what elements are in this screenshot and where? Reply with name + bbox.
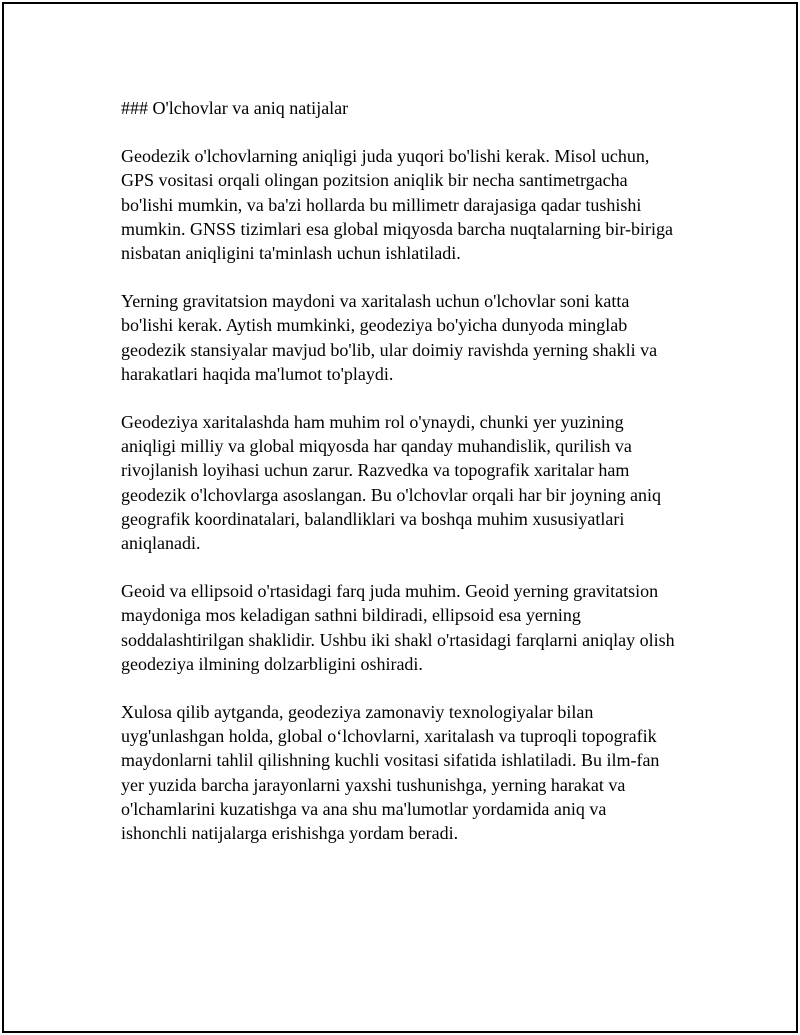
text-line: rivojlanish loyihasi uchun zarur. Razvedka va topografik xaritalar ham bbox=[121, 460, 630, 481]
text-line: geografik koordinatalari, balandliklari va boshqa muhim xususiyatlari bbox=[121, 508, 625, 529]
text-line: Xulosa qilib aytganda, geodeziya zamonaviy texnologiyalar bilan bbox=[121, 702, 594, 723]
section-heading: ### O'lchovlar va aniq natijalar bbox=[121, 98, 349, 118]
text-line: soddalashtirilgan shaklidir. Ushbu iki shakl o'rtasidagi farqlarni aniqlay olish bbox=[121, 629, 675, 650]
text-line: nisbatan aniqligini ta'minlash uchun ishlatiladi. bbox=[121, 243, 461, 264]
text-line: harakatlari haqida ma'lumot to'playdi. bbox=[121, 363, 394, 384]
text-line: Yerning gravitatsion maydoni va xaritalash uchun o'lchovlar soni katta bbox=[121, 291, 630, 312]
text-line: o'lchamlarini kuzatishga va ana shu ma'lumotlar yordamida aniq va bbox=[121, 798, 607, 819]
text-line: GPS vositasi orqali olingan pozitsion aniqlik bir necha santimetrgacha bbox=[121, 170, 628, 191]
paragraph-4 bbox=[121, 579, 701, 676]
text-line: ishonchli natijalarga erishishga yordam beradi. bbox=[121, 823, 459, 844]
text-line: Geodezik o'lchovlarning aniqligi juda yuqori bo'lishi kerak. Misol uchun, bbox=[121, 146, 650, 167]
paragraph-3 bbox=[121, 410, 701, 555]
text-line: maydonlarni tahlil qilishning kuchli vositasi sifatida ishlatiladi. Bu ilm-fan bbox=[121, 750, 660, 771]
text-line: geodeziya ilmining dolzarbligini oshiradi. bbox=[121, 653, 423, 674]
text-line: Geodeziya xaritalashda ham muhim rol o'ynaydi, chunki yer yuzining bbox=[121, 412, 624, 433]
paragraph-1 bbox=[121, 144, 701, 265]
paragraph-2 bbox=[121, 289, 701, 386]
text-line: maydoniga mos keladigan sathni bildiradi, ellipsoid esa yerning bbox=[121, 605, 581, 626]
text-line: bo'lishi mumkin, va ba'zi hollarda bu millimetr darajasiga qadar tushishi bbox=[121, 194, 642, 215]
text-line: geodezik stansiyalar mavjud bo'lib, ular doimiy ravishda yerning shakli va bbox=[121, 339, 658, 360]
text-line: aniqligi milliy va global miqyosda har qanday muhandislik, qurilish va bbox=[121, 436, 632, 457]
text-line: uyg'unlashgan holda, global o‘lchovlarni, xaritalash va tuproqli topografik bbox=[121, 726, 657, 747]
text-line: bo'lishi kerak. Aytish mumkinki, geodeziya bo'yicha dunyoda minglab bbox=[121, 315, 628, 336]
text-line: geodezik o'lchovlarga asoslangan. Bu o'lchovlar orqali har bir joyning aniq bbox=[121, 484, 662, 505]
text-line: aniqlanadi. bbox=[121, 533, 201, 554]
text-line: mumkin. GNSS tizimlari esa global miqyosda barcha nuqtalarning bir-biriga bbox=[121, 218, 674, 239]
text-line: Geoid va ellipsoid o'rtasidagi farq juda muhim. Geoid yerning gravitatsion bbox=[121, 581, 659, 602]
page-frame bbox=[2, 2, 798, 1033]
paragraph-5 bbox=[121, 700, 701, 845]
text-line: yer yuzida barcha jarayonlarni yaxshi tushunishga, yerning harakat va bbox=[121, 774, 626, 795]
document-body bbox=[121, 96, 701, 869]
